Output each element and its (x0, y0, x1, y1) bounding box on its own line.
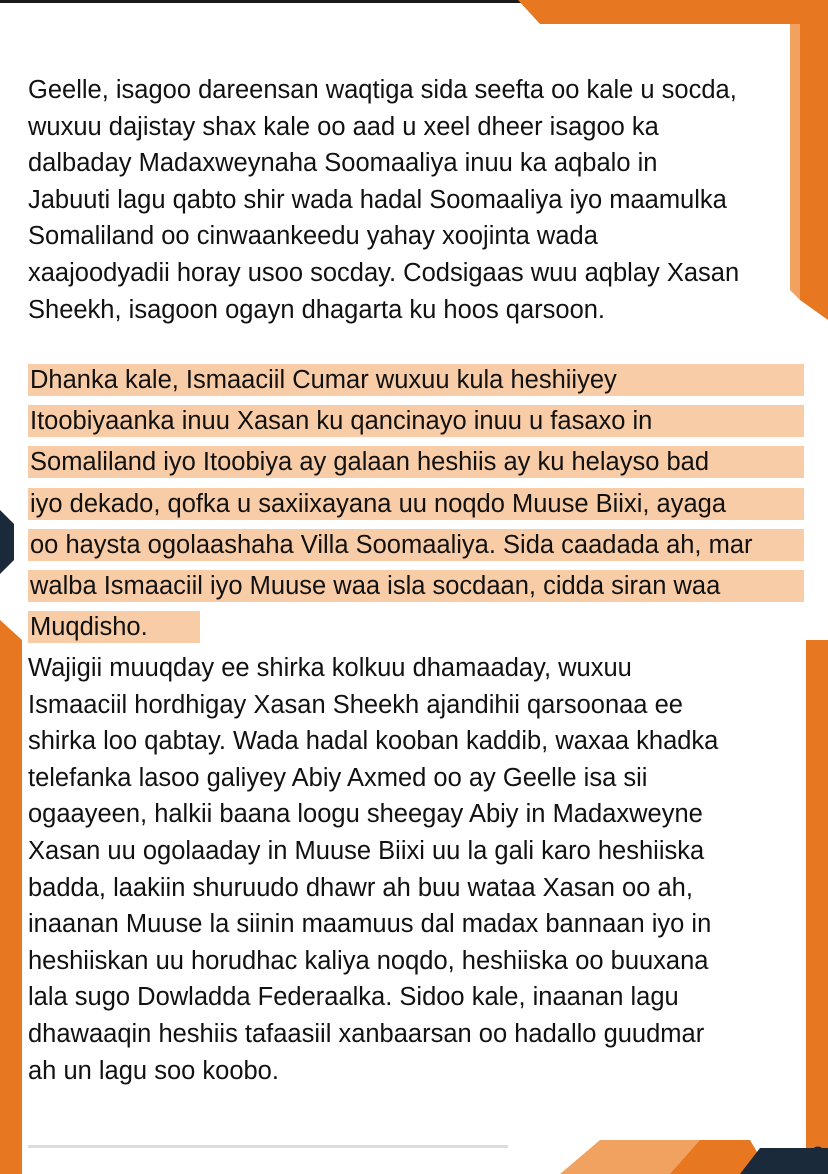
right-decoration (796, 640, 828, 1174)
text-line: xaajoodyadii horay usoo socday. Codsigaas wuu aqblay Xasan (28, 258, 740, 287)
left-decoration (0, 500, 24, 1174)
text-line: inaanan Muuse la siinin maamuus dal madax bannaan iyo in (28, 910, 712, 939)
paragraph-2-highlighted (28, 362, 804, 650)
text-line: ogaayeen, halkii baana loogu sheegay Abiy in Madaxweyne (28, 800, 703, 829)
text-line: heshiiskan uu horudhac kaliya noqdo, heshiiska oo buuxana (28, 946, 709, 975)
highlighted-line: Dhanka kale, Ismaaciil Cumar wuxuu kula heshiiyey (28, 364, 804, 396)
paragraph-1 (28, 72, 739, 328)
text-line: Jabuuti lagu qabto shir wada hadal Soomaaliya iyo maamulka (28, 185, 727, 214)
text-line: lala sugo Dowladda Federaalka. Sidoo kale, inaanan lagu (28, 983, 679, 1012)
text-line: Xasan uu ogolaaday in Muuse Biixi uu la gali karo heshiiska (28, 836, 705, 865)
footer-divider (28, 1145, 508, 1148)
text-line: Ismaaciil hordhigay Xasan Sheekh ajandihii qarsoonaa ee (28, 690, 683, 719)
text-line: Somaliland oo cinwaankeedu yahay xoojinta wada (28, 222, 598, 251)
text-line: wuxuu dajistay shax kale oo aad u xeel dheer isagoo ka (28, 112, 659, 141)
text-line: Sheekh, isagoon ogayn dhagarta ku hoos qarsoon. (28, 295, 606, 324)
highlighted-line: Somaliland iyo Itoobiya ay galaan heshiis ay ku helayso bad (28, 446, 804, 478)
text-line: dalbaday Madaxweynaha Soomaaliya inuu ka aqbalo in (28, 149, 658, 178)
text-line: telefanka lasoo galiyey Abiy Axmed oo ay Geelle isa sii (28, 763, 648, 792)
highlighted-line: walba Ismaaciil iyo Muuse waa isla socdaan, cidda siran waa (28, 570, 804, 602)
highlighted-line: oo haysta ogolaashaha Villa Soomaaliya. Sida caadada ah, mar (28, 529, 804, 561)
text-line: Geelle, isagoo dareensan waqtiga sida seefta oo kale u socda, (28, 76, 737, 104)
paragraph-3 (28, 650, 718, 1089)
page-number: 2 (811, 1142, 824, 1167)
bottom-right-decoration (560, 1130, 828, 1174)
text-line: badda, laakiin shuruudo dhawr ah buu wataa Xasan oo ah, (28, 873, 693, 902)
highlighted-line: iyo dekado, qofka u saxiixayana uu noqdo Muuse Biixi, ayaga (28, 488, 804, 520)
text-line: dhawaaqin heshiis tafaasiil xanbaarsan oo hadallo guudmar (28, 1019, 705, 1048)
text-line: shirka loo qabtay. Wada hadal kooban kaddib, waxaa khadka (28, 727, 719, 756)
highlighted-line: Muqdisho. (28, 611, 200, 643)
text-line: ah un lagu soo koobo. (28, 1056, 279, 1085)
highlighted-line: Itoobiyaanka inuu Xasan ku qancinayo inuu u fasaxo in (28, 405, 804, 437)
text-line: Wajigii muuqday ee shirka kolkuu dhamaaday, wuxuu (28, 654, 632, 682)
